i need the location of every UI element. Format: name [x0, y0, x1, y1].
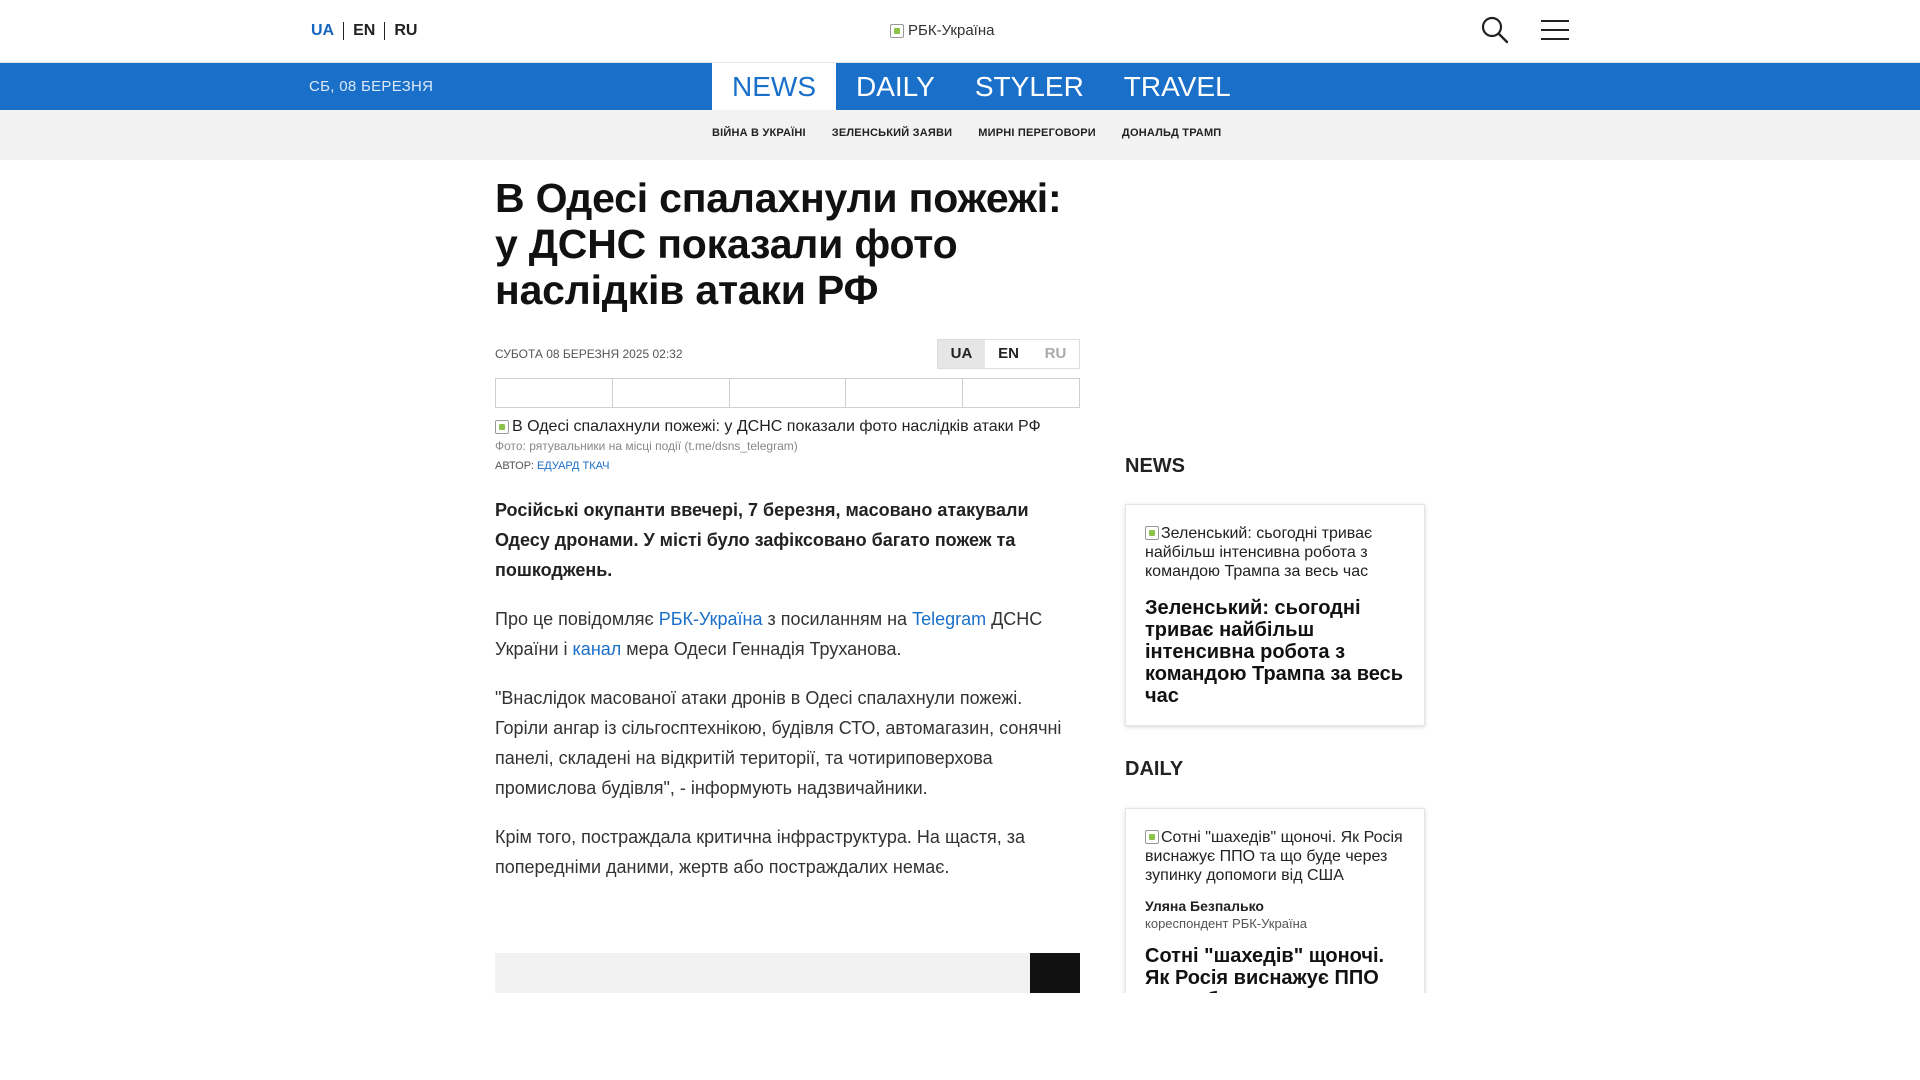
article-lang-ru[interactable]: RU — [1044, 345, 1067, 362]
share-bar — [495, 378, 1080, 408]
tab-styler[interactable]: STYLER — [974, 71, 1084, 102]
daily-card-author-role: кореспондент РБК-Україна — [1145, 916, 1307, 931]
daily-card-author: Уляна Безпалько — [1145, 898, 1264, 914]
news-card-image-alt: Зеленський: сьогодні триває найбільш інтенсивна робота з командою Трампа за весь час — [1145, 525, 1373, 580]
lang-en-link[interactable]: EN — [343, 22, 384, 40]
subscribe-widget — [495, 953, 1080, 993]
article-language-switch — [937, 339, 1080, 369]
site-language-switch — [311, 22, 426, 40]
share-button-5[interactable] — [962, 379, 1079, 407]
news-card-title: Зеленський: сьогодні триває найбільш інтенсивна робота з командою Трампа за весь час — [1145, 597, 1403, 707]
lang-ru-link[interactable]: RU — [384, 22, 426, 40]
author-label: АВТОР: — [495, 460, 537, 472]
text-span: Про це повідомляє — [495, 609, 659, 629]
article-image — [495, 418, 1080, 436]
daily-card-image-alt: Сотні "шахедів" щоночі. Як Росія виснажує ППО та що буде через зупинку допомоги від США — [1145, 829, 1403, 884]
tab-travel[interactable]: TRAVEL — [1123, 71, 1231, 102]
tab-news[interactable]: NEWS — [712, 63, 836, 110]
sidebar-news-heading: NEWS — [1125, 455, 1185, 477]
rbc-link[interactable]: РБК-Україна — [658, 609, 763, 629]
top-header — [0, 0, 1920, 63]
topic-link-war[interactable]: ВІЙНА В УКРАЇНІ — [712, 127, 806, 139]
sidebar — [1125, 455, 1425, 781]
topic-link-peace-talks[interactable]: МИРНІ ПЕРЕГОВОРИ — [978, 127, 1096, 139]
article-paragraph-3: Крім того, постраждала критична інфраструктура. На щастя, за попередніми даними, жертв або постраждалих немає. — [495, 827, 1026, 877]
article-lang-en[interactable]: EN — [998, 345, 1019, 362]
search-icon — [1480, 15, 1510, 45]
channel-link[interactable]: канал — [572, 639, 622, 659]
publish-date: СУБОТА 08 БЕРЕЗНЯ 2025 02:32 — [495, 347, 683, 361]
topic-link-trump[interactable]: ДОНАЛЬД ТРАМП — [1121, 127, 1222, 139]
text-span: з посиланням на — [762, 609, 913, 629]
article — [495, 175, 1080, 882]
article-lang-ua[interactable]: UA — [938, 340, 985, 368]
broken-image-icon — [1145, 830, 1159, 844]
article-author — [495, 460, 1080, 472]
article-image-alt: В Одесі спалахнули пожежі: у ДСНС показали фото наслідків атаки РФ — [512, 418, 1041, 435]
tab-daily[interactable]: DAILY — [856, 71, 935, 102]
logo-alt-text: РБК-Україна — [908, 22, 995, 39]
hamburger-icon — [1540, 18, 1570, 42]
topic-link-zelensky[interactable]: ЗЕЛЕНСЬКИЙ ЗАЯВИ — [831, 127, 953, 139]
subscribe-button[interactable] — [1030, 953, 1080, 993]
article-lead: Російські окупанти ввечері, 7 березня, масовано атакували Одесу дронами. У місті було зафіксовано багато пожеж та пошкоджень. — [495, 500, 1029, 580]
broken-image-icon — [890, 24, 904, 38]
topic-nav-bar — [0, 110, 1920, 160]
search-button[interactable] — [1480, 15, 1510, 45]
current-date: СБ, 08 БЕРЕЗНЯ — [309, 78, 434, 95]
author-link[interactable]: ЕДУАРД ТКАЧ — [536, 460, 610, 472]
broken-image-icon — [1145, 526, 1159, 540]
news-card-image — [1145, 524, 1405, 581]
sidebar-daily-heading: DAILY — [1125, 758, 1184, 780]
section-tabs — [712, 63, 1251, 110]
share-button-4[interactable] — [845, 379, 962, 407]
menu-button[interactable] — [1540, 18, 1570, 42]
share-button-1[interactable] — [496, 379, 612, 407]
daily-card-viewport — [1125, 808, 1425, 993]
daily-card-image — [1145, 828, 1405, 885]
telegram-link[interactable]: Telegram — [912, 609, 987, 629]
share-button-3[interactable] — [729, 379, 846, 407]
text-span: мера Одеси Геннадія Труханова. — [621, 639, 902, 659]
article-meta — [495, 339, 1080, 367]
broken-image-icon — [495, 420, 509, 434]
section-nav-bar — [0, 63, 1920, 110]
site-logo[interactable] — [890, 22, 994, 39]
page-bottom-area — [0, 993, 1920, 1080]
article-paragraph-1 — [495, 604, 1080, 664]
text-span: ДСНС України і — [495, 609, 1043, 659]
image-caption: Фото: рятувальники на місці події (t.me/dsns_telegram) — [495, 439, 798, 453]
share-button-2[interactable] — [612, 379, 729, 407]
lang-ua-link[interactable]: UA — [311, 22, 335, 39]
article-title: В Одесі спалахнули пожежі: у ДСНС показали фото наслідків атаки РФ — [495, 175, 1062, 313]
topic-links — [712, 127, 1221, 139]
article-paragraph-2: "Внаслідок масованої атаки дронів в Одесі спалахнули пожежі. Горіли ангар із сільгосптехнікою, будівля СТО, автомагазин, сонячні панелі, складені на відкритій території, та чотириповерхова промислова будівля", - інформують надзвичайники. — [495, 688, 1062, 798]
news-card[interactable] — [1125, 504, 1425, 726]
daily-card-title: Сотні "шахедів" щоночі. Як Росія виснажує ППО — [1145, 945, 1385, 989]
